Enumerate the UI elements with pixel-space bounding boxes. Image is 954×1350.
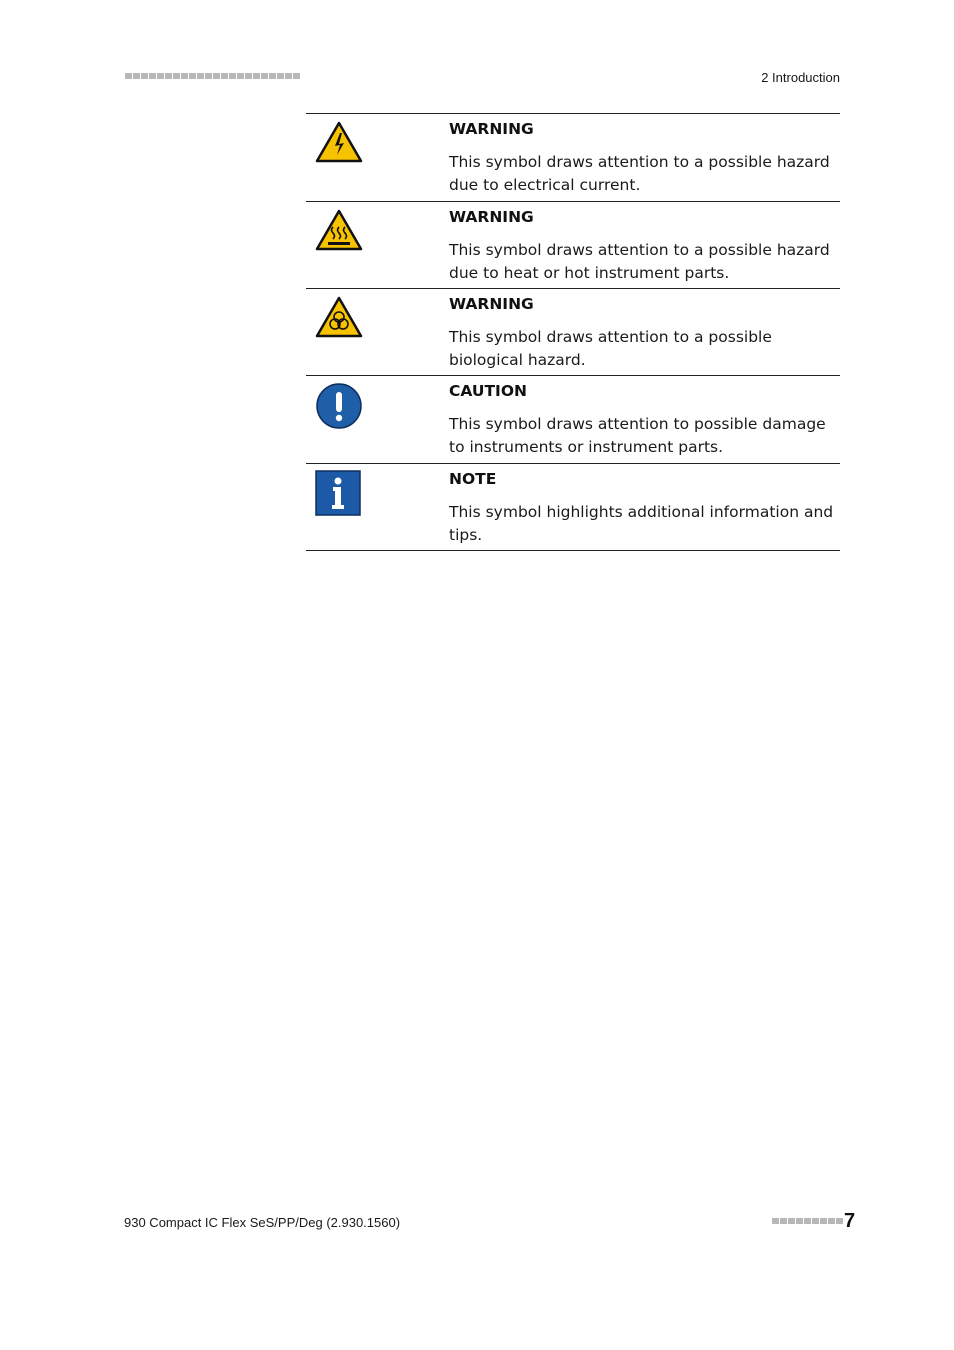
text-cell [449,464,840,550]
icon-cell [306,376,449,463]
caution-exclamation-icon [315,383,363,431]
symbol-row [306,114,840,202]
symbol-description: This symbol draws attention to possible damage to instruments or instrument parts. [449,415,826,456]
icon-cell [306,202,449,288]
symbol-label: WARNING [449,208,534,226]
symbol-label: CAUTION [449,382,527,400]
header-decoration [125,73,300,79]
symbol-label: WARNING [449,295,534,313]
symbol-description: This symbol highlights additional information and tips. [449,503,834,544]
symbol-description: This symbol draws attention to a possible hazard due to electrical current. [449,153,830,194]
icon-cell [306,114,449,201]
icon-cell [306,289,449,375]
symbol-row [306,289,840,376]
symbol-label: WARNING [449,120,534,138]
symbol-description: This symbol draws attention to a possible biological hazard. [449,328,772,369]
symbol-row [306,202,840,289]
symbol-label: NOTE [449,470,497,488]
text-cell [449,289,840,375]
hot-surface-icon [315,209,363,251]
text-cell [449,202,840,288]
icon-cell [306,464,449,550]
symbol-description: This symbol draws attention to a possible hazard due to heat or hot instrument parts. [449,241,830,282]
chapter-heading: 2 Introduction [761,70,840,85]
biohazard-icon [315,296,363,338]
text-cell [449,376,840,463]
page-number: 7 [844,1210,856,1232]
footer-product-title: 930 Compact IC Flex SeS/PP/Deg (2.930.1560) [124,1215,401,1230]
text-cell [449,114,840,201]
footer-decoration [772,1218,843,1224]
electrical-hazard-icon [315,121,363,163]
symbol-row [306,376,840,464]
info-note-icon [315,470,363,518]
symbol-row [306,464,840,551]
safety-symbol-table [306,113,840,551]
